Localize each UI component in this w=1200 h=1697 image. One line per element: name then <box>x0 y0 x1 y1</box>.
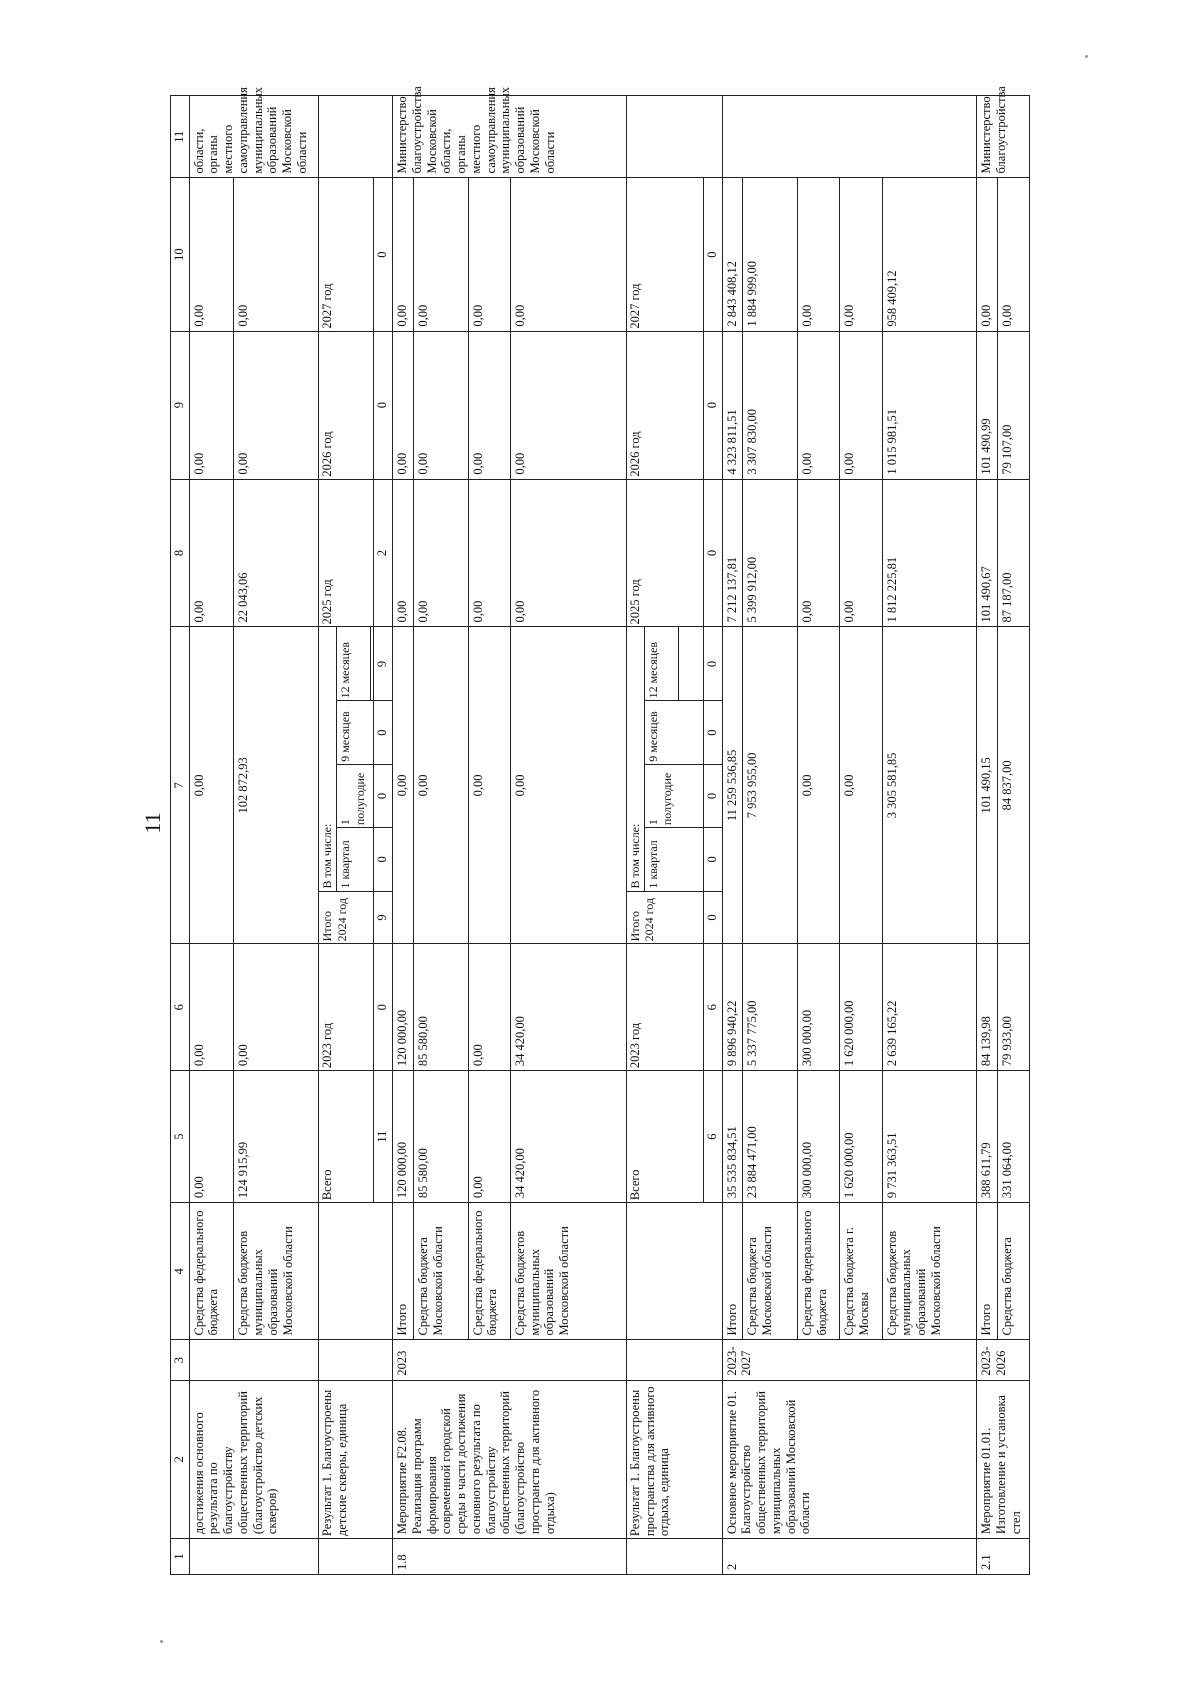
page-number: 11 <box>140 812 165 834</box>
table-row: Средства федерального бюджета 300 000,00 300 000,00 0,00 0,00 0,00 0,00 <box>798 96 840 1575</box>
col-num-11: 11 <box>171 96 190 179</box>
responsible-party: Министерство благоустройства <box>977 96 1030 179</box>
row-number: 1.8 <box>393 1539 627 1575</box>
result-header-row: Результат 1. Благоустроены пространства для активного отдыха, единица Всего 2023 год Итого 2024 год В том числе: 2025 год 2026 год 2027 год <box>626 96 644 1575</box>
period: 2023-2026 <box>977 1340 1030 1380</box>
table-row: Средства бюджета Московской области 85 580,00 85 580,00 0,00 0,00 0,00 0,00 <box>413 96 468 1575</box>
result-description: Результат 1. Благоустроены пространства для активного отдыха, единица <box>626 1380 722 1538</box>
funding-source: Средства федерального бюджета <box>189 1203 234 1340</box>
col-num-4: 4 <box>171 1203 190 1340</box>
result-values-row: 11 0 9 0 0 0 9 2 0 0 <box>374 96 393 1575</box>
measure-description: Мероприятие F2.08. Реализация программ формирования современной городской среды в части достижения основного результата по благоустройству общественных территорий (благоустройство пространств для активного отдыха) <box>393 1380 627 1538</box>
result-values-row: 6 6 0 0 0 0 0 0 0 0 <box>703 96 722 1575</box>
table-row: 1.8 Мероприятие F2.08. Реализация программ формирования современной городской среды в части достижения основного результата по благоустройству общественных территорий (благоустройство пространств для активного отдыха) 2023 Итого 120 000,00 120 000,00 0,00 0,00 0,00 0,00 Министерство благоустройства Московской области, органы местного самоуправления муниципальных образований Московской области <box>393 96 414 1575</box>
col-num-6: 6 <box>171 944 190 1071</box>
scan-artifact <box>160 1640 163 1643</box>
table-row: достижения основного результата по благоустройству общественных территорий (благоустройство детских скверов) Средства федерального бюджета 0,00 0,00 0,00 0,00 0,00 0,00 области, органы местного самоуправления муниципальных образований Московской области <box>189 96 234 1575</box>
funding-source: Средства бюджетов муниципальных образований Московской области <box>234 1203 319 1340</box>
table-row: Средства федерального бюджета 0,00 0,00 0,00 0,00 0,00 0,00 <box>468 96 510 1575</box>
budget-table: 1 2 3 4 5 6 7 8 9 10 11 достижения основного результата по благоустройству общественных территорий (благоустройство детских скверов) Средства федерального бюджета 0,00 0,00 0,00 0,00 0,00 0,00 области, органы местного самоуправления муниципальных образований Московской области Средства бюджетов муниципальных образований Московской области 124 915,99 0,00 102 872,93 22 043,06 0,00 0,00 Результат 1. Благоустроены детские скверы, единица Всего 2023 год Итого 2024 год В том числе: 2025 год 2026 год 2027 год 1 квартал 1 полугодие 9 месяцев 12 месяцев 11 0 9 0 0 0 9 2 0 0 1.8 Мероприятие F2.08. Реализация программ формирования современной городской среды в части достижения основного результата по благоустройству общественных территорий (благоустройство пространств для активного отдыха) 2023 Итого 120 000,00 120 000,00 0,00 0,00 0,00 0,00 Министерство благоустройства Московской области, органы местного самоуправления муниципальных образований Московской области Средства бюджета Московской области 85 580,00 85 580,00 0,00 0,00 0,00 0,00 Средства федерального бюджета 0,00 0,00 0,00 0,00 0,00 0,00 Средства бюджетов муниципальных образований Московской области 34 420,00 34 420,00 0,00 0,00 0,00 0,00 Результат 1. Благоустроены пространства для активного отдыха, единица Всего 2023 год Итого 2024 год В том числе: 2025 год 2026 год 2027 год 1 квартал 1 полугодие 9 месяцев 12 месяцев 6 6 0 0 0 0 0 0 0 0 2 Основное мероприятие 01. Благоустройство общественных территорий муниципальных образований Московской области 2023-2027 Итого 35 535 834,51 9 896 940,22 11 259 536,85 7 212 137,81 4 323 811,51 2 843 408,12 Средства бюджета Московской области 23 884 471,00 5 337 775,00 7 953 955,00 5 399 912,00 3 307 830,00 1 884 999,00 Средства федерального бюджета 300 000,00 300 000,00 0,00 0,00 0,00 0,00 Средства бюджета г. Москвы 1 620 000,00 1 620 000,00 0,00 0,00 0,00 0,00 Средства бюджетов муниципальных образований Московской области 9 731 363,51 2 639 165,22 3 305 581,85 1 812 225,81 1 015 981,51 958 409,12 2.1 Мероприятие 01.01. Изготовление и установка стел 2023-2026 Итого 388 611,79 84 139,98 101 490,15 101 490,67 101 490,99 0,00 Министерство благоустройства Средства бюджета 331 064,00 79 933,00 84 837,00 87 187,00 79 107,00 0,00 <box>170 95 1030 1575</box>
responsible-party: области, органы местного самоуправления муниципальных образований Московской области <box>189 96 319 179</box>
col-num-2: 2 <box>171 1380 190 1538</box>
row-number: 2 <box>722 1539 977 1575</box>
rotated-page-content <box>170 86 1030 1575</box>
result-header-row: Результат 1. Благоустроены детские скверы, единица Всего 2023 год Итого 2024 год В том числе: 2025 год 2026 год 2027 год <box>319 96 337 1575</box>
table-row: Средства бюджета г. Москвы 1 620 000,00 1 620 000,00 0,00 0,00 0,00 0,00 <box>840 96 882 1575</box>
col-num-8: 8 <box>171 479 190 627</box>
table-row: Средства бюджета Московской области 23 884 471,00 5 337 775,00 7 953 955,00 5 399 912,00 3 307 830,00 1 884 999,00 <box>743 96 798 1575</box>
row-number: 2.1 <box>977 1539 1030 1575</box>
cont-description: достижения основного результата по благоустройству общественных территорий (благоустройство детских скверов) <box>189 1380 319 1538</box>
col-num-9: 9 <box>171 331 190 479</box>
col-num-5: 5 <box>171 1071 190 1203</box>
table-row: 2 Основное мероприятие 01. Благоустройство общественных территорий муниципальных образований Московской области 2023-2027 Итого 35 535 834,51 9 896 940,22 11 259 536,85 7 212 137,81 4 323 811,51 2 843 408,12 <box>722 96 743 1575</box>
period: 2023-2027 <box>722 1340 977 1380</box>
column-number-row <box>171 96 190 1575</box>
col-num-10: 10 <box>171 178 190 331</box>
col-num-7: 7 <box>171 627 190 944</box>
measure-description: Основное мероприятие 01. Благоустройство общественных территорий муниципальных образований Московской области <box>722 1380 977 1538</box>
col-num-3: 3 <box>171 1340 190 1380</box>
col-num-1: 1 <box>171 1539 190 1575</box>
table-row: Средства бюджетов муниципальных образований Московской области 9 731 363,51 2 639 165,22 3 305 581,85 1 812 225,81 1 015 981,51 958 409,12 <box>882 96 977 1575</box>
table-row: Средства бюджетов муниципальных образований Московской области 124 915,99 0,00 102 872,93 22 043,06 0,00 0,00 <box>234 96 319 1575</box>
table-row: Средства бюджета 331 064,00 79 933,00 84 837,00 87 187,00 79 107,00 0,00 <box>998 96 1030 1575</box>
scan-artifact <box>1085 55 1088 58</box>
measure-description: Мероприятие 01.01. Изготовление и установка стел <box>977 1380 1030 1538</box>
result-description: Результат 1. Благоустроены детские скверы, единица <box>319 1380 393 1538</box>
responsible-party: Министерство благоустройства Московской области, органы местного самоуправления муниципальных образований Московской области <box>393 96 627 179</box>
table-row: 2.1 Мероприятие 01.01. Изготовление и установка стел 2023-2026 Итого 388 611,79 84 139,98 101 490,15 101 490,67 101 490,99 0,00 Министерство благоустройства <box>977 96 998 1575</box>
table-row: Средства бюджетов муниципальных образований Московской области 34 420,00 34 420,00 0,00 0,00 0,00 0,00 <box>510 96 626 1575</box>
period: 2023 <box>393 1340 627 1380</box>
